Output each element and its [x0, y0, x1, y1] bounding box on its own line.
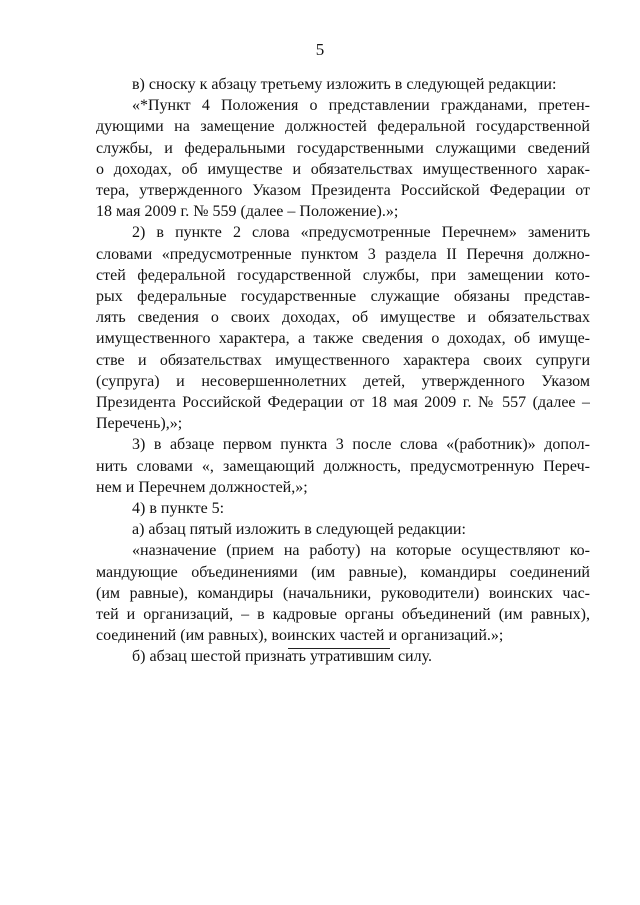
text-line: службы, и федеральными государственными служащими сведений: [96, 139, 590, 157]
text-line: нем и Перечнем должностей,»;: [96, 478, 308, 496]
page-number: 5: [315, 40, 325, 59]
text-line: (супруга) и несовершеннолетних детей, утвержденного Указом: [96, 372, 590, 390]
text-line: тей и организаций, – в кадровые органы объединений (им равных),: [96, 606, 590, 624]
end-divider: [288, 648, 390, 649]
text-line: в) сноску к абзацу третьему изложить в следующей редакции:: [132, 76, 557, 93]
text-line: нить словами «, замещающий должность, предусмотренную Переч-: [96, 457, 590, 475]
text-line: 18 мая 2009 г. № 559 (далее – Положение).»;: [96, 203, 399, 221]
text-line: соединений (им равных), воинских частей и организаций.»;: [96, 627, 504, 645]
text-line: словами «предусмотренные пунктом 3 раздела II Перечня должно-: [96, 245, 590, 263]
text-line: рых федеральные государственные служащие обязаны представ-: [96, 288, 590, 306]
text-line: Перечень),»;: [96, 415, 183, 433]
text-line: дующими на замещение должностей федеральной государственной: [96, 118, 590, 136]
text-line: 2) в пункте 2 слова «предусмотренные Перечнем» заменить: [132, 224, 590, 242]
text-line: «назначение (прием на работу) на которые осуществляют ко-: [132, 542, 590, 560]
text-line: мандующие объединениями (им равные), командиры соединений: [96, 563, 590, 581]
text-line: лять сведения о своих доходах, об имуществе и обязательствах: [96, 309, 590, 327]
text-line: стве и обязательствах имущественного характера своих супруги: [96, 351, 590, 369]
text-line: Президента Российской Федерации от 18 мая 2009 г. № 557 (далее –: [96, 394, 590, 412]
text-line: а) абзац пятый изложить в следующей редакции:: [132, 521, 466, 539]
text-line: тера, утвержденного Указом Президента Российской Федерации от: [96, 182, 590, 200]
text-line: 4) в пункте 5:: [132, 500, 225, 518]
text-line: (им равные), командиры (начальники, руководители) воинских час-: [96, 584, 590, 602]
text-line: стей федеральной государственной службы, при замещении кото-: [96, 266, 590, 284]
document-body: [96, 74, 590, 668]
text-line: 3) в абзаце первом пункта 3 после слова «(работник)» допол-: [132, 436, 590, 454]
text-line: «*Пункт 4 Положения о представлении гражданами, претен-: [132, 97, 590, 115]
text-line: имущественного характера, а также сведения о доходах, об имуще-: [96, 330, 590, 348]
text-line: б) абзац шестой признать утратившим силу.: [132, 648, 432, 666]
text-line: о доходах, об имуществе и обязательствах имущественного харак-: [96, 160, 590, 178]
